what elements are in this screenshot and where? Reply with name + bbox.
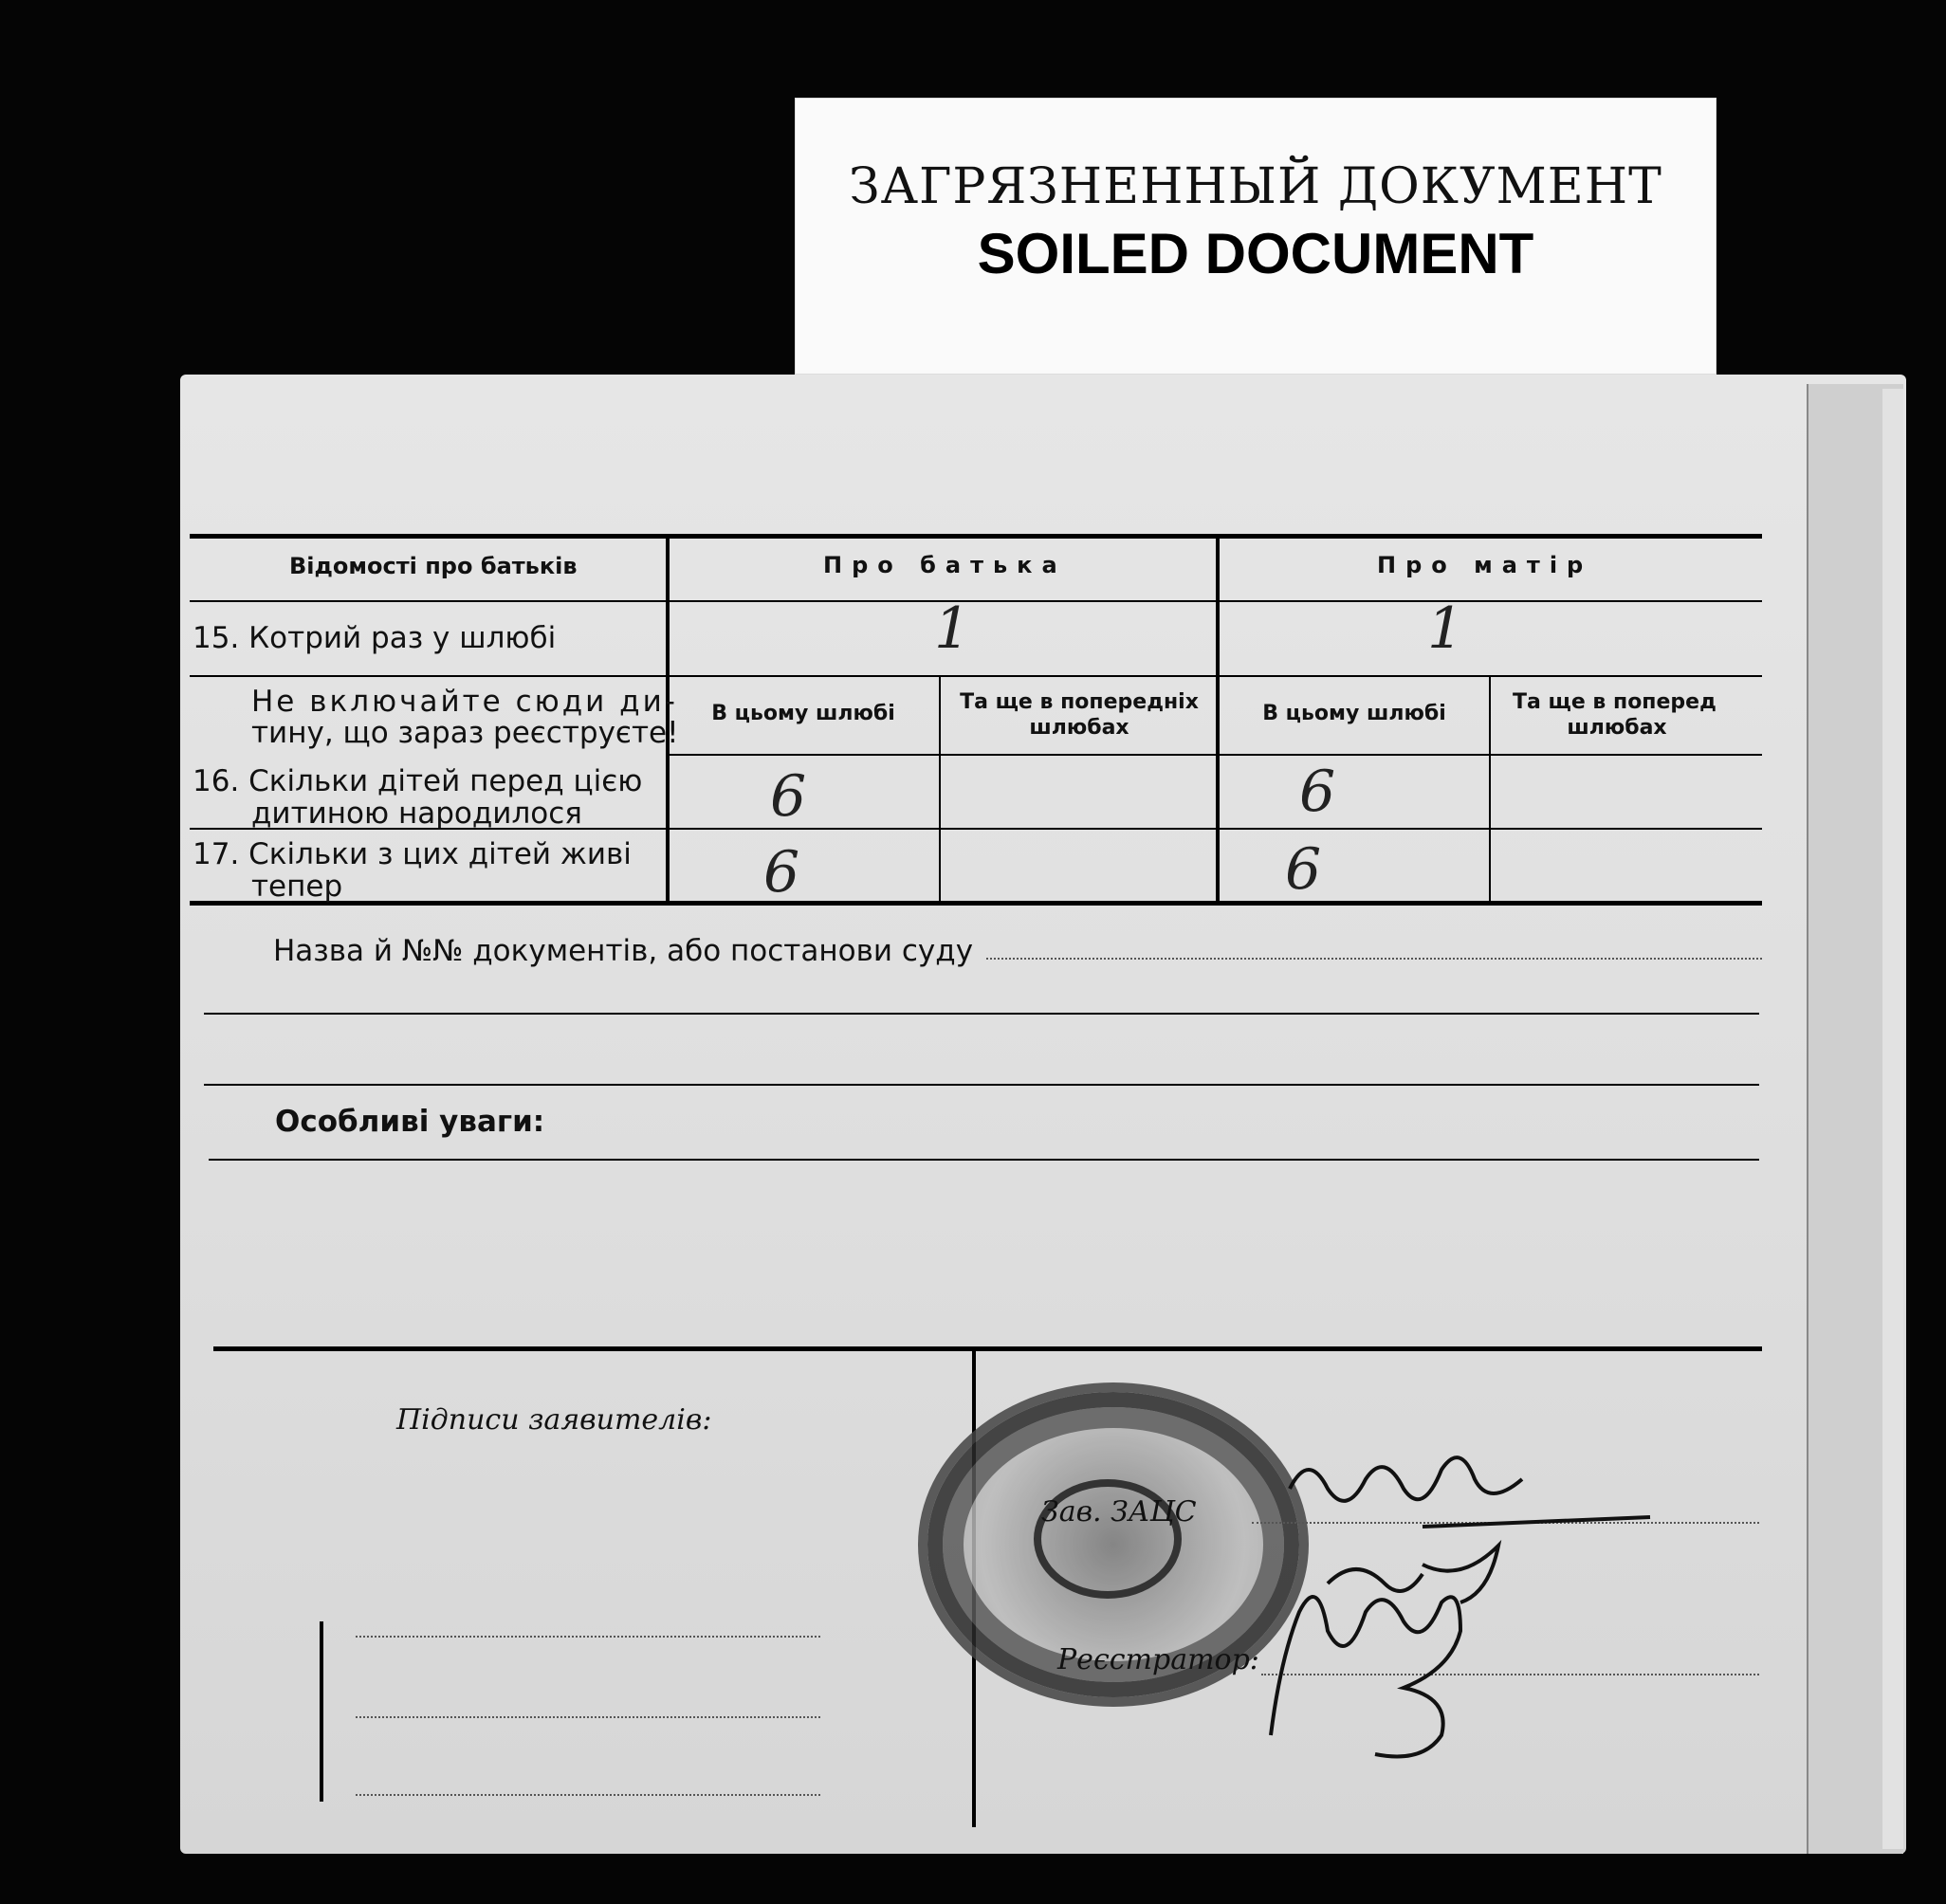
subheader-father-prev-line1: Та ще в попередніх [960, 690, 1199, 714]
subheader-mother-prev-line1: Та ще в поперед [1513, 690, 1717, 714]
sheet-edge-inner [1882, 389, 1903, 1849]
documents-dotted-line [986, 958, 1762, 960]
header-parents-info: Відомості про батьків [289, 553, 578, 579]
header-rule [190, 600, 1762, 602]
subheader-father-prev-line2: шлюбах [1029, 716, 1129, 740]
label-russian: ЗАГРЯЗНЕННЫЙ ДОКУМЕНТ [849, 158, 1662, 215]
row16-line2: дитиною народилося [251, 796, 582, 831]
col-divider-2 [1216, 536, 1220, 901]
header-about-father: Про батька [823, 552, 1067, 578]
signature-section-rule [213, 1346, 1762, 1351]
signature-line-2 [356, 1716, 820, 1718]
handwritten-signatures [1233, 1422, 1764, 1773]
documents-rule-3 [204, 1084, 1759, 1086]
table-top-rule [190, 534, 1762, 539]
soiled-document-label [795, 98, 1717, 375]
note-line2: тину, що зараз реєструєте! [251, 716, 679, 750]
row17-line2: тепер [251, 870, 343, 904]
row16-line1: 16. Скільки дітей перед цією [193, 764, 643, 798]
head-of-registry-label: Зав. ЗАЦС [1041, 1495, 1197, 1529]
row17-line1: 17. Скільки з цих дітей живі [193, 837, 632, 871]
signature-line-1 [356, 1636, 820, 1638]
row15-rule [190, 675, 1762, 677]
signatures-label: Підписи заявителів: [396, 1403, 712, 1437]
row15-mother-value: 1 [1427, 595, 1464, 662]
row16-mother-value: 6 [1299, 759, 1336, 825]
signature-line-3 [356, 1794, 820, 1796]
col-divider-mother [1489, 675, 1491, 901]
row15-father-value: 1 [934, 595, 971, 662]
label-english: SOILED DOCUMENT [977, 222, 1534, 285]
table-bottom-rule [190, 901, 1762, 906]
row15-label: 15. Котрий раз у шлюбі [193, 621, 557, 655]
remarks-label: Особливі уваги: [275, 1105, 545, 1139]
subheader-mother-prev-line2: шлюбах [1567, 716, 1667, 740]
signature-bracket [320, 1621, 323, 1802]
documents-label: Назва й №№ документів, або постанови суду [273, 934, 974, 968]
documents-rule-2 [204, 1013, 1759, 1015]
row16-father-value: 6 [770, 763, 807, 830]
subheader-rule [667, 754, 1762, 756]
row17-mother-value: 6 [1285, 836, 1322, 903]
row17-father-value: 6 [763, 839, 800, 906]
registrar-label: Реєстратор: [1057, 1643, 1259, 1676]
note-line1: Не включайте сюди ди- [251, 685, 678, 719]
header-about-mother: Про матір [1377, 552, 1593, 578]
col-divider-father [939, 675, 941, 901]
subheader-mother-this: В цьому шлюбі [1262, 702, 1446, 725]
remarks-rule [209, 1159, 1759, 1161]
subheader-father-this: В цьому шлюбі [711, 702, 895, 725]
